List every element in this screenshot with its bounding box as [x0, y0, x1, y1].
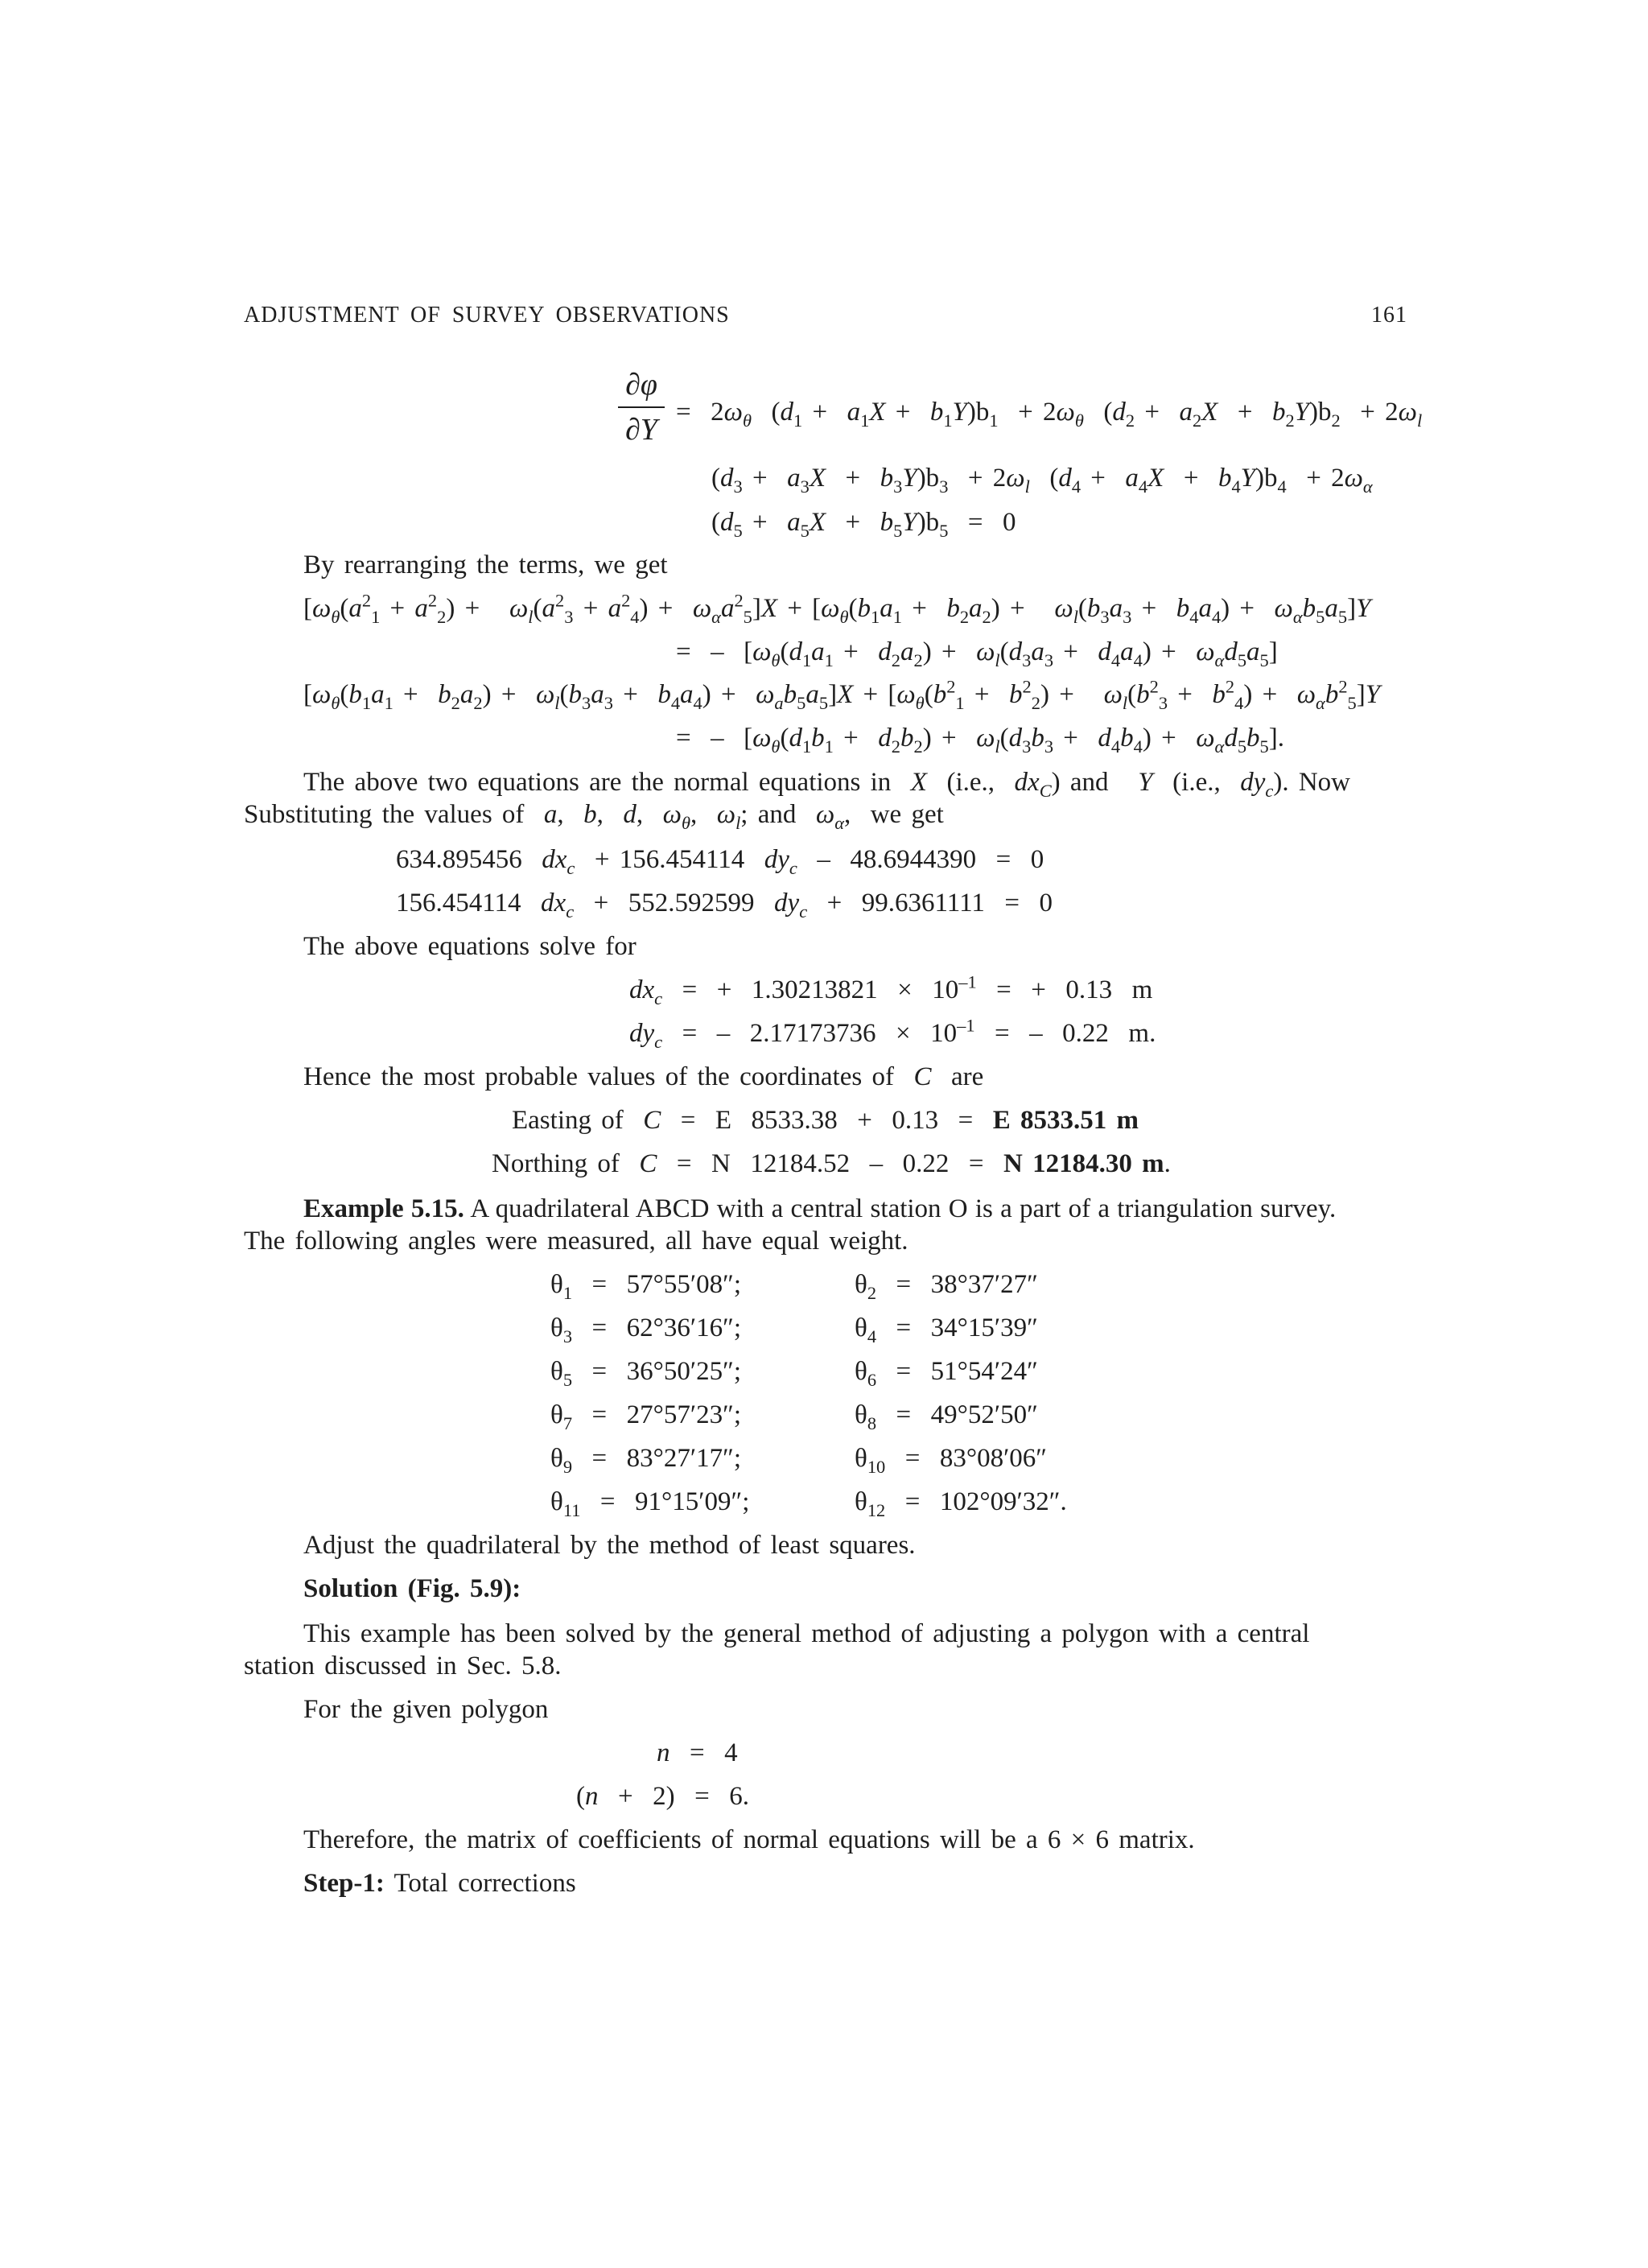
normal-equation-1-rhs: = – $[\omega_\theta(d_1a_1 + d_2a_2) + \omega_l(d_3a_3 + d_4a_4) + \omega_\alpha d_5a_5]$ [676, 637, 1278, 670]
polygon-text: For the given polygon [303, 1695, 549, 1724]
easting-value: E 8533.51 m [992, 1106, 1139, 1135]
derivative-equation-line-3: $(d_5 + a_5X + b_5Y)b_5 = 0$ [711, 508, 1016, 541]
fraction-numerator: ∂φ [625, 368, 657, 402]
angle-theta-2: $\theta_2 = 38^\circ 37'27''$ [855, 1270, 1038, 1303]
solution-dyc: $dy_c$ = – $2.17173736 \times 10^{-1}$ = – 0.22 m. [629, 1015, 1156, 1052]
matrix-text: Therefore, the matrix of coefficients of normal equations will be a 6 × 6 matrix. [303, 1825, 1195, 1854]
solution-dxc: $dx_c$ = + $1.30213821 \times 10^{-1}$ = + 0.13 m [629, 971, 1153, 1008]
normal-eq-text-1: The above two equations are the normal equations in [303, 768, 892, 797]
example-text-1: A quadrilateral ABCD with a central station O is a part of a triangulation survey. [470, 1194, 1337, 1223]
example-text-2: The following angles were measured, all have equal weight. [244, 1227, 908, 1256]
angle-theta-1: $\theta_1 = 57^\circ 55'08''$; [550, 1270, 741, 1303]
numeric-normal-equation-2: 156.454114 $dx_c + 552.592599$ $dy_c + 99.6361111 = 0$ [396, 889, 1053, 922]
example-label: Example 5.15. [303, 1194, 464, 1223]
northing-result: Northing of C = N 12184.52 – 0.22 = N 12184.30 m. [492, 1149, 1171, 1178]
hence-paragraph: Hence the most probable values of the coordinates of C are [303, 1062, 984, 1091]
solve-text: The above equations solve for [303, 932, 637, 961]
step-text: Total corrections [393, 1869, 576, 1898]
page-number: 161 [1371, 303, 1407, 328]
step-1-line [303, 1867, 576, 1899]
angle-theta-12: $\theta_{12} = 102^\circ 09'32''$. [855, 1487, 1067, 1520]
angle-theta-6: $\theta_6 = 51^\circ 54'24''$ [855, 1357, 1038, 1390]
n-equation: n = 4 [657, 1738, 738, 1767]
solution-heading: Solution (Fig. 5.9): [303, 1574, 521, 1603]
normal-eq-text-2: Substituting the values of [244, 800, 525, 829]
example-heading-line [303, 1193, 1336, 1225]
hence-text: Hence the most probable values of the coordinates of [303, 1062, 894, 1091]
solution-text-1: This example has been solved by the general method of adjusting a polygon with a central [303, 1619, 1310, 1648]
solution-text-2: station discussed in Sec. 5.8. [244, 1652, 562, 1680]
angle-theta-8: $\theta_8 = 49^\circ 52'50''$ [855, 1400, 1038, 1433]
angle-theta-11: $\theta_{11} = 91^\circ 15'09''$; [550, 1487, 750, 1520]
normal-equations-paragraph: The above two equations are the normal equations in X (i.e., $dx_C$) and Y (i.e., $dy_c$). Now [303, 768, 1350, 801]
derivative-equation-line-1: = $2\omega_\theta$ $(d_1 + a_1X + b_1Y)b_1 + 2\omega_\theta$ $(d_2 + a_2X + b_2Y)b_2 + 2\omega_l$ [676, 398, 1423, 431]
example-task: Adjust the quadrilateral by the method of least squares. [303, 1531, 916, 1560]
angle-theta-7: $\theta_7 = 27^\circ 57'23''$; [550, 1400, 741, 1433]
rearranging-text: By rearranging the terms, we get [303, 551, 668, 579]
fraction-denominator: ∂Y [625, 413, 657, 447]
derivative-equation-line-2: $(d_3 + a_3X + b_3Y)b_3 + 2\omega_l$ $(d_4 + a_4X + b_4Y)b_4 + 2\omega_\alpha$ [711, 464, 1373, 497]
n-plus-2-equation: (n + 2) = 6. [576, 1782, 749, 1811]
normal-equation-2: $[\omega_\theta(b_1a_1 + b_2a_2) + \omega_l(b_3a_3 + b_4a_4) + \omega_ab_5a_5]X + [\omega_\theta(b^2_1 + b^2_2) + \omega_l(b^2_3 + b^2_4) + \omega_\alpha b^2_5]Y$ [303, 676, 1381, 713]
angle-theta-3: $\theta_3 = 62^\circ 36'16''$; [550, 1313, 741, 1346]
angle-theta-4: $\theta_4 = 34^\circ 15'39''$ [855, 1313, 1038, 1346]
substituting-paragraph: Substituting the values of a, b, d, $\omega_\theta$, $\omega_l$; and $\omega_\alpha$, we get [244, 800, 944, 833]
angle-theta-5: $\theta_5 = 36^\circ 50'25''$; [550, 1357, 741, 1390]
partial-derivative-fraction [618, 366, 665, 448]
easting-label: Easting of [512, 1106, 624, 1135]
numeric-normal-equation-1: 634.895456 $dx_c + 156.454114$ $dy_c - 48.6944390 = 0$ [396, 845, 1044, 878]
angle-theta-10: $\theta_{10} = 83^\circ 08'06''$ [855, 1444, 1048, 1477]
northing-value: N 12184.30 m [1003, 1149, 1164, 1178]
running-header-title: ADJUSTMENT OF SURVEY OBSERVATIONS [244, 303, 730, 328]
normal-equation-2-rhs: = – $[\omega_\theta(d_1b_1 + d_2b_2) + \omega_l(d_3b_3 + d_4b_4) + \omega_\alpha d_5b_5]$. [676, 724, 1284, 757]
angle-theta-9: $\theta_9 = 83^\circ 27'17''$; [550, 1444, 741, 1477]
normal-equation-1: $[\omega_\theta(a^2_1 + a^2_2) + \omega_l(a^2_3 + a^2_4) + \omega_\alpha a^2_5]X + [\omega_\theta(b_1a_1 + b_2a_2) + \omega_l(b_3a_3 + b_4a_4) + \omega_\alpha b_5a_5]Y$ [303, 590, 1371, 627]
step-label: Step-1: [303, 1869, 385, 1898]
northing-label: Northing of [492, 1149, 620, 1178]
easting-result: Easting of C = E 8533.38 + 0.13 = E 8533.51 m [512, 1106, 1139, 1135]
